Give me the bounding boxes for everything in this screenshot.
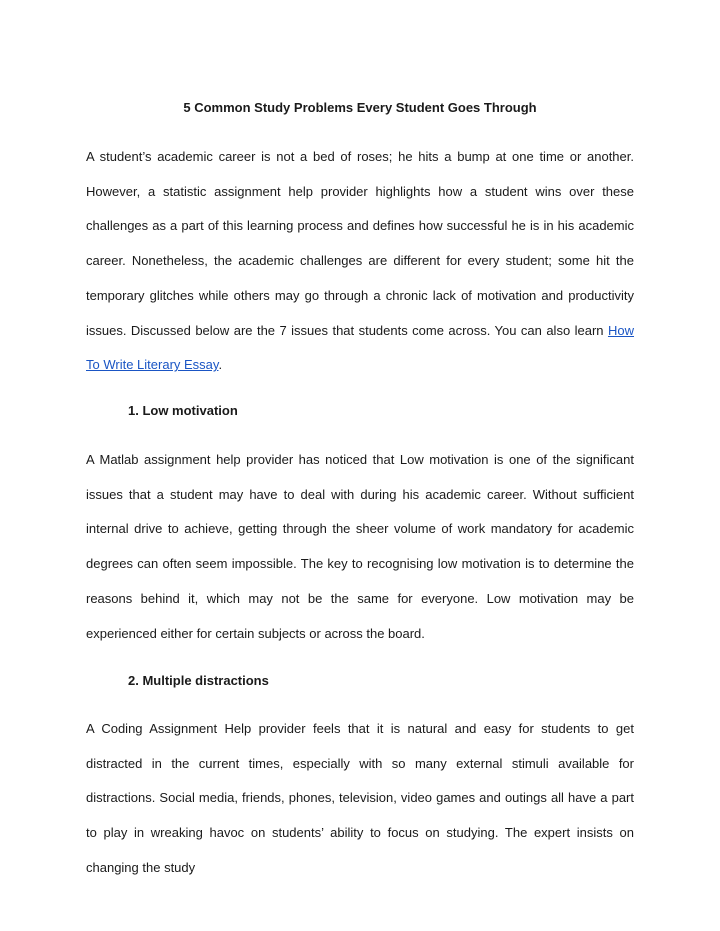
section-heading-low-motivation: 1. Low motivation	[128, 403, 238, 418]
document-title: 5 Common Study Problems Every Student Goes Through	[183, 100, 537, 115]
section-heading-multiple-distractions: 2. Multiple distractions	[128, 673, 269, 688]
intro-paragraph	[86, 140, 634, 383]
intro-text: A student’s academic career is not a bed of roses; he hits a bump at one time or another. However, a statistic assignment help provider highlights how a student wins over these challenges as a part of this learning process and defines how successful he is in his academic career. Nonetheless, the academic challenges are different for every student; some hit the temporary glitches while others may go through a chronic lack of motivation and productivity issues. Discussed below are the 7 issues that students come across. You can also learn	[86, 149, 634, 338]
section-body-multiple-distractions: A Coding Assignment Help provider feels that it is natural and easy for students to get distracted in the current times, especially with so many external stimuli available for distractions. Social media, friends, phones, television, video games and outings all have a part to play in wreaking havoc on students’ ability to focus on studying. The expert insists on changing the study	[86, 721, 634, 875]
section-body-low-motivation: A Matlab assignment help provider has noticed that Low motivation is one of the significant issues that a student may have to deal with during his academic career. Without sufficient internal drive to achieve, getting through the sheer volume of work mandatory for academic degrees can often seem impossible. The key to recognising low motivation is to determine the reasons behind it, which may not be the same for everyone. Low motivation may be experienced either for certain subjects or across the board.	[86, 452, 634, 641]
how-to-write-literary-essay-link[interactable]: How To Write Literary Essay	[86, 322, 634, 373]
intro-text-end: .	[218, 357, 223, 373]
